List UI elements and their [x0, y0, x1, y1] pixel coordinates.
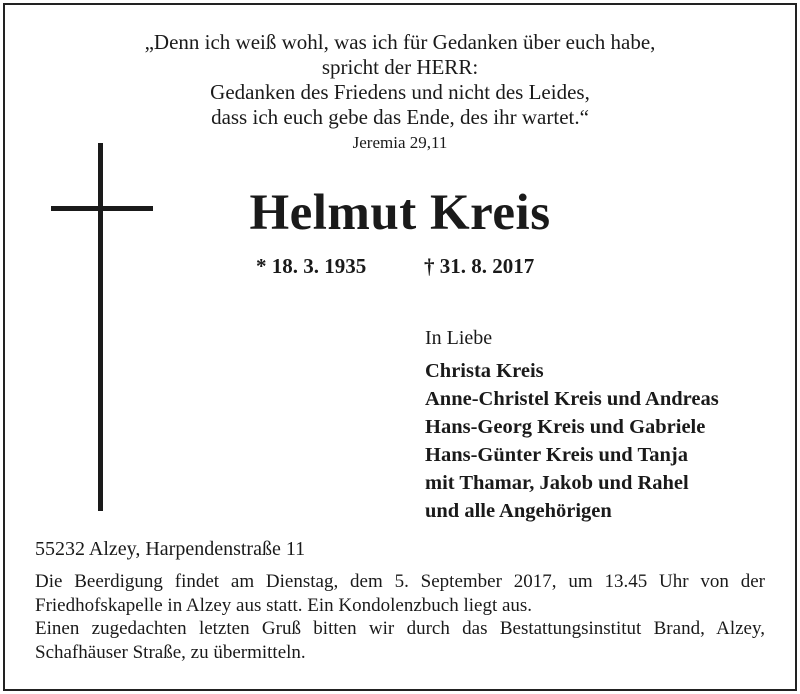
list-item: und alle Angehörigen [425, 500, 612, 522]
greeting-request: Einen zugedachten letzten Gruß bitten wir durch das Bestattungsinstitut Brand, Alzey, Schafhäuser Straße, zu übermitteln. [35, 618, 765, 663]
death-date: † 31. 8. 2017 [424, 254, 535, 278]
list-item: Christa Kreis [425, 360, 544, 382]
quote-source: Jeremia 29,11 [352, 133, 448, 152]
bible-quote [0, 30, 800, 156]
family-address: 55232 Alzey, Harpendenstraße 11 [35, 538, 306, 560]
list-item: Hans-Georg Kreis und Gabriele [425, 416, 706, 438]
quote-line: spricht der HERR: [321, 55, 479, 79]
deceased-name: Helmut Kreis [249, 185, 551, 241]
list-item: Hans-Günter Kreis und Tanja [425, 444, 688, 466]
quote-line: dass ich euch gebe das Ende, des ihr wartet.“ [211, 105, 589, 129]
in-liebe-label: In Liebe [425, 327, 493, 349]
quote-line: Gedanken des Friedens und nicht des Leides, [210, 80, 590, 104]
list-item: Anne-Christel Kreis und Andreas [425, 388, 719, 410]
list-item: mit Thamar, Jakob und Rahel [425, 472, 689, 494]
funeral-notice [35, 570, 765, 664]
funeral-details: Die Beerdigung findet am Dienstag, dem 5. September 2017, um 13.45 Uhr von der Friedhofskapelle in Alzey aus statt. Ein Kondolenzbuch liegt aus. [35, 571, 765, 616]
birth-date: * 18. 3. 1935 [256, 254, 367, 278]
mourners-list [425, 357, 719, 525]
quote-line: „Denn ich weiß wohl, was ich für Gedanken über euch habe, [144, 30, 656, 54]
